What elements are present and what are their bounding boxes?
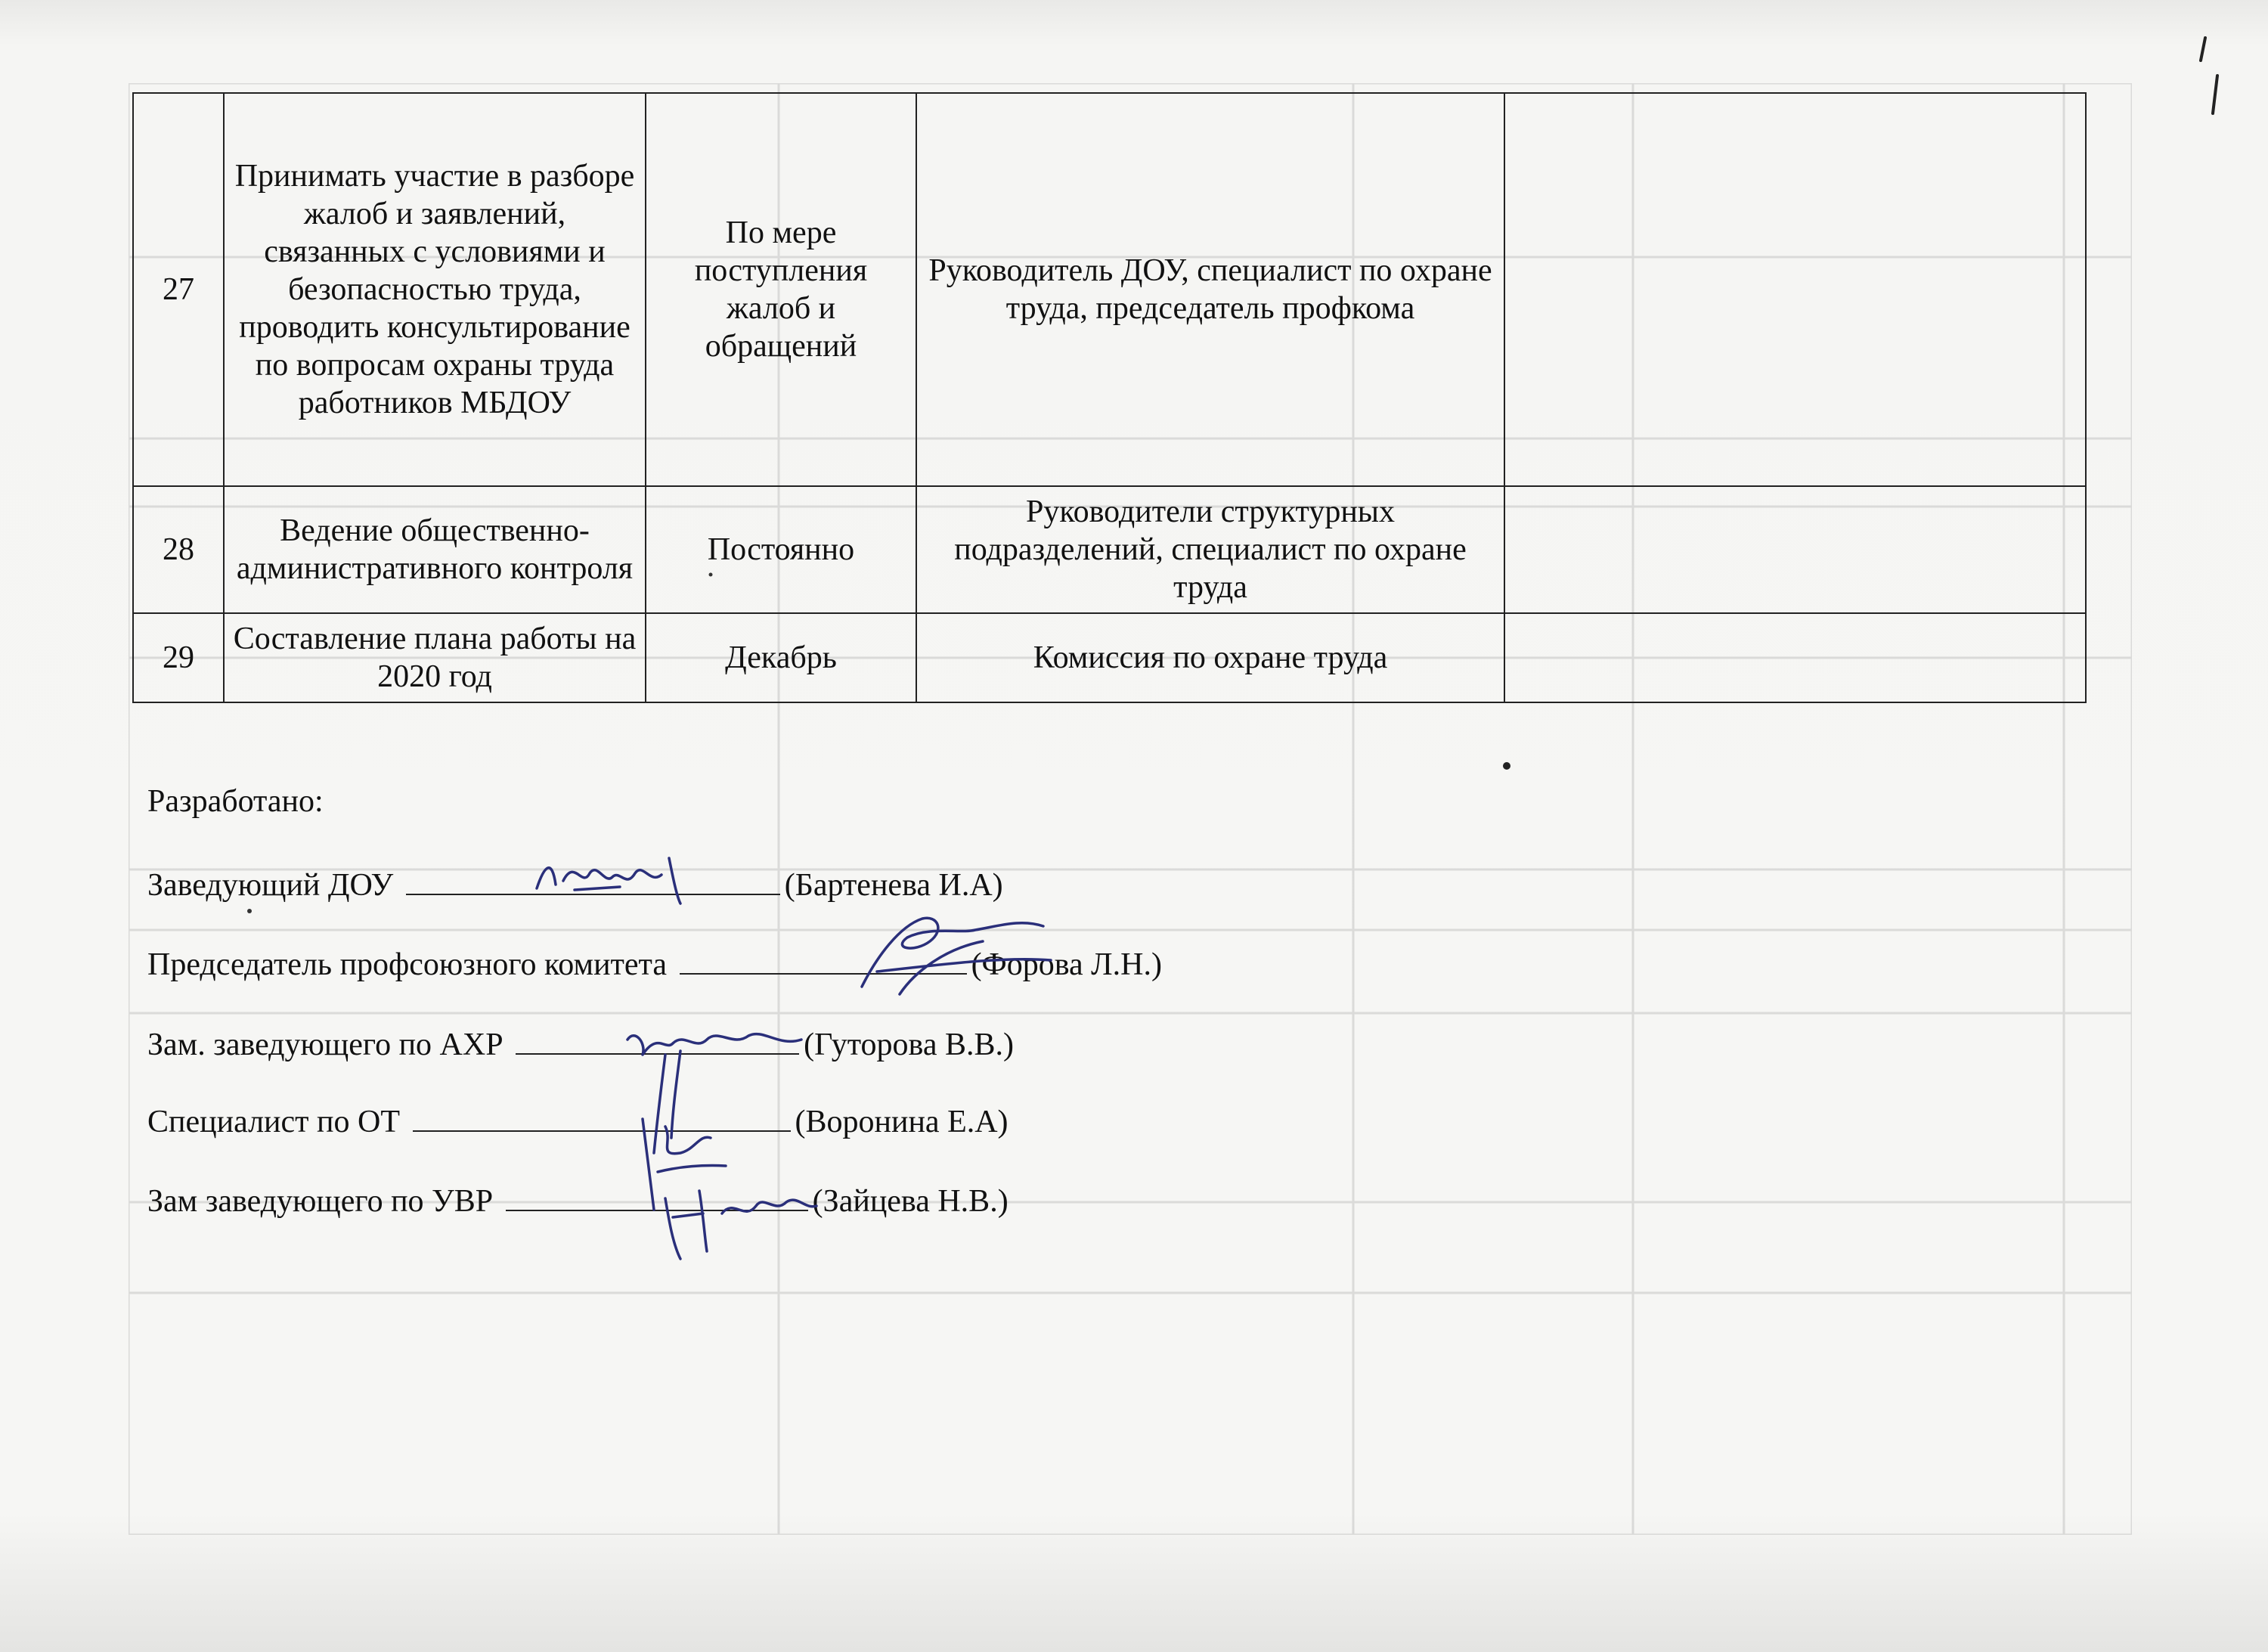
task-cell: Принимать участие в разборе жалоб и заявлений, связанных с условиями и безопасностью труда, проводить консультирование по вопросам охраны труда работников МБДОУ (224, 93, 646, 486)
signatory-position: Председатель профсоюзного комитета (147, 947, 668, 982)
signature-line-union (147, 943, 1162, 984)
signatory-name: (Воронина Е.А) (795, 1105, 1009, 1139)
task-cell: Составление плана работы на 2020 год (224, 613, 646, 702)
note-cell (1504, 93, 2086, 486)
signatory-name: (Зайцева Н.В.) (812, 1184, 1009, 1219)
scan-artifact-marks (2196, 30, 2226, 121)
scan-speck (246, 907, 253, 915)
responsible-cell: Руководители структурных подразделений, специалист по охране труда (916, 486, 1504, 613)
responsible-cell: Комиссия по охране труда (916, 613, 1504, 702)
signature-line-head (147, 863, 1003, 904)
signature-blank (516, 1023, 799, 1055)
signature-blank (506, 1179, 808, 1211)
approval-heading: Разработано: (147, 784, 324, 819)
signatory-name: (Форова Л.Н.) (971, 947, 1162, 982)
scan-speck (707, 571, 714, 578)
note-cell (1504, 486, 2086, 613)
signatory-position: Зам заведующего по УВР (147, 1184, 494, 1219)
task-cell: Ведение общественно-административного контроля (224, 486, 646, 613)
row-number: 27 (133, 93, 224, 486)
table-row (133, 486, 2086, 613)
signatory-name: (Бартенева И.А) (784, 868, 1003, 903)
row-number: 28 (133, 486, 224, 613)
signature-blank (413, 1100, 791, 1132)
signature-line-uvr (147, 1179, 1009, 1220)
signatory-position: Специалист по ОТ (147, 1105, 400, 1139)
note-cell (1504, 613, 2086, 702)
signatory-name: (Гуторова В.В.) (804, 1027, 1014, 1062)
scan-speck (1501, 760, 1513, 772)
row-number: 29 (133, 613, 224, 702)
labor-safety-plan-table (132, 92, 2087, 703)
signature-blank (406, 863, 780, 895)
term-cell: По мере поступления жалоб и обращений (646, 93, 916, 486)
signatory-position: Заведующий ДОУ (147, 868, 394, 903)
table-row (133, 93, 2086, 486)
signature-blank (680, 943, 967, 975)
signature-line-ot (147, 1100, 1009, 1141)
responsible-cell: Руководитель ДОУ, специалист по охране труда, председатель профкома (916, 93, 1504, 486)
term-cell: Постоянно (646, 486, 916, 613)
term-cell: Декабрь (646, 613, 916, 702)
table-row (133, 613, 2086, 702)
signature-line-ahr (147, 1023, 1014, 1064)
signatory-position: Зам. заведующего по АХР (147, 1027, 503, 1062)
